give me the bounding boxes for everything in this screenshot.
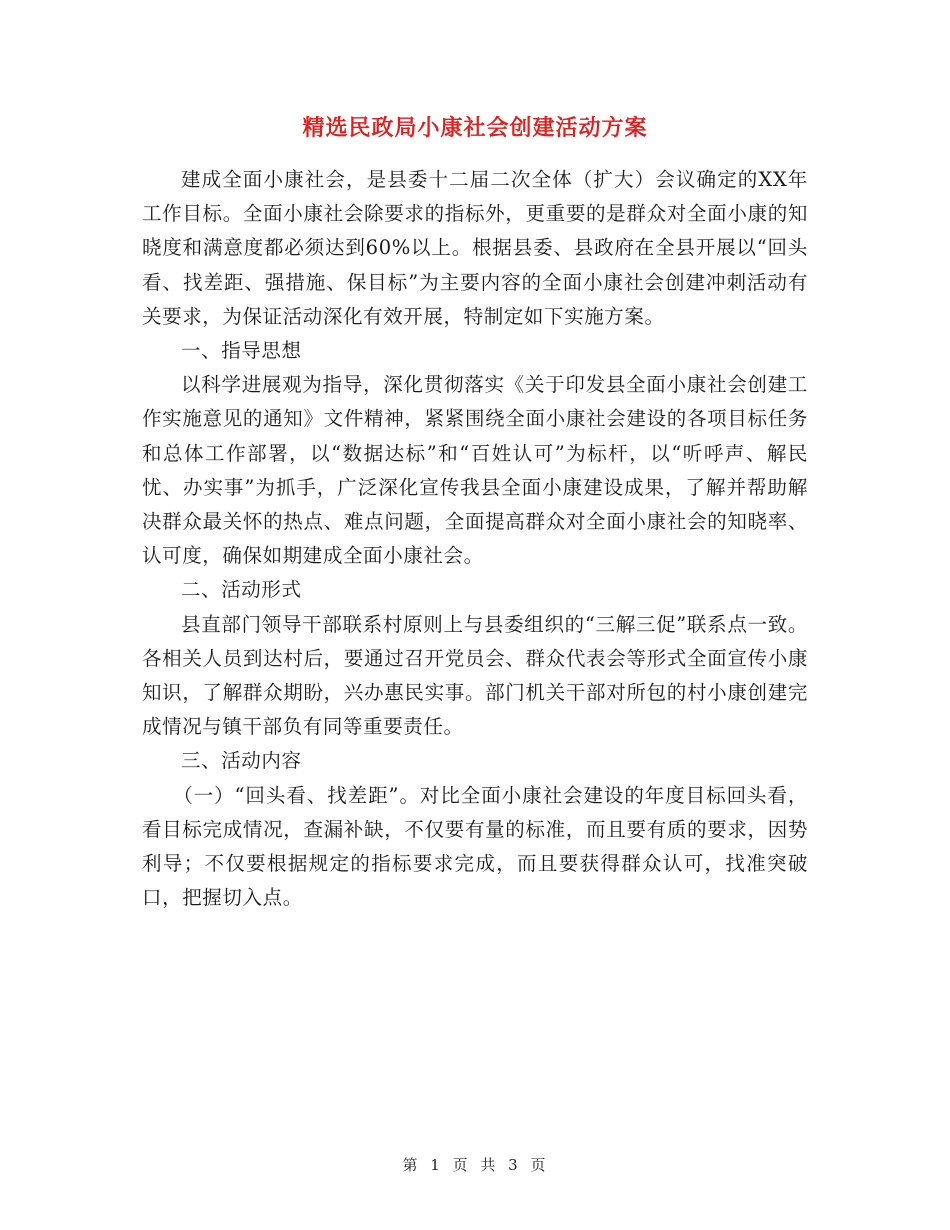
intro-paragraph: 建成全面小康社会，是县委十二届二次全体（扩大）会议确定的XX年工作目标。全面小康社会除要求的指标外，更重要的是群众对全面小康的知晓度和满意度都必须达到60%以上。根据县委、县政府在全县开展以“回头看、找差距、强措施、保目标”为主要内容的全面小康社会创建冲刺活动有关要求，为保证活动深化有效开展，特制定如下实施方案。 (142, 168, 808, 328)
guiding-ideology-paragraph: 以科学进展观为指导，深化贯彻落实《关于印发县全面小康社会创建工作实施意见的通知》文件精神，紧紧围绕全面小康社会建设的各项目标任务和总体工作部署，以“数据达标”和“百姓认可”为标杆，以“听呼声、解民忧、办实事”为抓手，广泛深化宣传我县全面小康建设成果，了解并帮助解决群众最关怀的热点、难点问题，全面提高群众对全面小康社会的知晓率、认可度，确保如期建成全面小康社会。 (142, 373, 808, 568)
activity-content-paragraph: （一）“回头看、找差距”。对比全面小康社会建设的年度目标回头看，看目标完成情况，查漏补缺，不仅要有量的标准，而且要有质的要求，因势利导；不仅要根据规定的指标要求完成，而且要获得群众认可，找准突破口，把握切入点。 (142, 783, 808, 910)
section-heading-activity-form: 二、活动形式 (181, 578, 302, 602)
activity-form-paragraph: 县直部门领导干部联系村原则上与县委组织的“三解三促”联系点一致。各相关人员到达村后，要通过召开党员会、群众代表会等形式全面宣传小康知识，了解群众期盼，兴办惠民实事。部门机关干部对所包的村小康创建完成情况与镇干部负有同等重要责任。 (142, 612, 808, 739)
document-body (142, 163, 808, 915)
page-number-footer: 第 1 页 共 3 页 (402, 1156, 548, 1174)
section-heading-guiding-ideology: 一、指导思想 (181, 339, 302, 363)
section-heading-activity-content: 三、活动内容 (181, 749, 302, 773)
document-title: 精选民政局小康社会创建活动方案 (302, 115, 648, 141)
